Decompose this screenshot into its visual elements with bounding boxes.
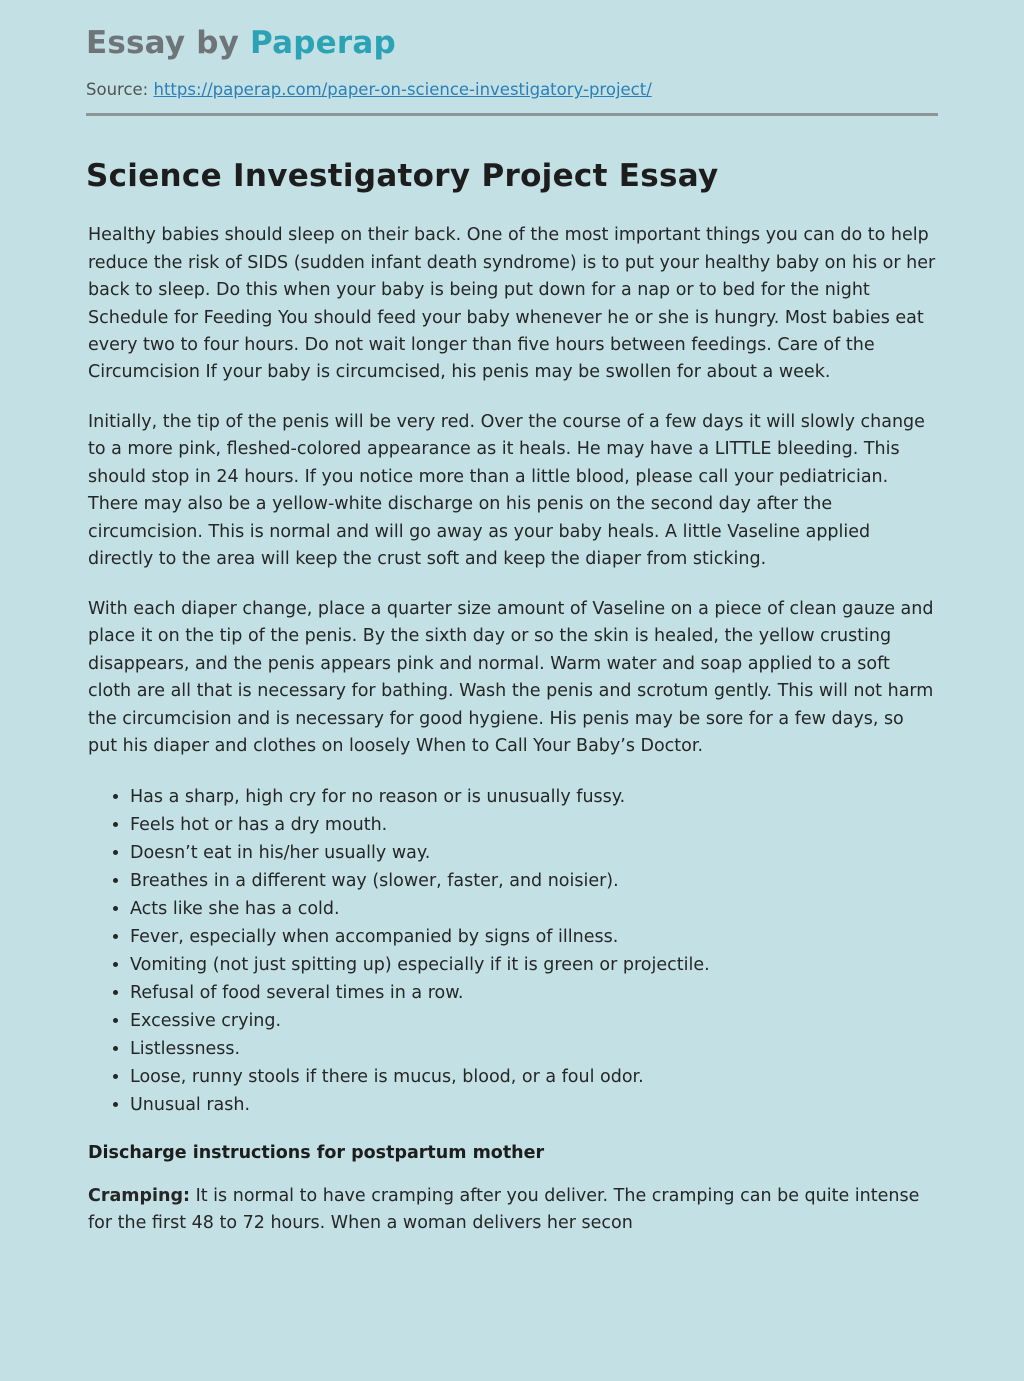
list-item: • Refusal of food several times in a row.: [130, 979, 938, 1007]
list-item: • Listlessness.: [130, 1035, 938, 1063]
header-divider: [86, 113, 938, 116]
paragraph-2: Initially, the tip of the penis will be very red. Over the course of a few days it will slowly change to a more pink, fleshed-colored appearance as it heals. He may have a LITTLE bleeding. This should stop in 24 hours. If you notice more than a little blood, please call your pediatrician. There may also be a yellow-white discharge on his penis on the second day after the circumcision. This is normal and will go away as your baby heals. A little Vaseline applied directly to the area will keep the crust soft and keep the diaper from sticking.: [88, 411, 925, 570]
brand-prefix: Essay by: [86, 25, 240, 61]
list-item: • Feels hot or has a dry mouth.: [130, 811, 938, 839]
list-item: • Fever, especially when accompanied by signs of illness.: [130, 923, 938, 951]
article-body: [86, 222, 938, 1237]
source-line: [86, 80, 938, 113]
list-item: • Doesn’t eat in his/her usually way.: [130, 839, 938, 867]
source-label: Source:: [86, 80, 149, 100]
page-title: Science Investigatory Project Essay: [86, 158, 719, 195]
site-brand: [86, 26, 938, 60]
paragraph-1: Healthy babies should sleep on their back. One of the most important things you can do to help reduce the risk of SIDS (sudden infant death syndrome) is to put your healthy baby on his or her back to sleep. Do this when your baby is being put down for a nap or to bed for the night Schedule for Feeding You should feed your baby whenever he or she is hungry. Most babies eat every two to four hours. Do not wait longer than five hours between feedings. Care of the Circumcision If your baby is circumcised, his penis may be swollen for about a week.: [88, 225, 936, 383]
list-item: • Excessive crying.: [130, 1007, 938, 1035]
section-subheading: Discharge instructions for postpartum mother: [88, 1142, 545, 1163]
list-item: • Has a sharp, high cry for no reason or is unusually fussy.: [130, 783, 938, 811]
list-item: • Unusual rash.: [130, 1091, 938, 1119]
list-item: • Vomiting (not just spitting up) especially if it is green or projectile.: [130, 951, 938, 979]
list-item: • Breathes in a different way (slower, faster, and noisier).: [130, 867, 938, 895]
symptom-list: [88, 783, 938, 1119]
list-item: • Loose, runny stools if there is mucus, blood, or a foul odor.: [130, 1063, 938, 1091]
list-item: • Acts like she has a cold.: [130, 895, 938, 923]
cramping-text: It is normal to have cramping after you deliver. The cramping can be quite intense for the first 48 to 72 hours. When a woman delivers her secon: [88, 1185, 920, 1233]
source-link[interactable]: https://paperap.com/paper-on-science-investigatory-project/: [153, 80, 652, 100]
paragraph-3: With each diaper change, place a quarter size amount of Vaseline on a piece of clean gauze and place it on the tip of the penis. By the sixth day or so the skin is healed, the yellow crusting disappears, and the penis appears pink and normal. Warm water and soap applied to a soft cloth are all that is necessary for bathing. Wash the penis and scrotum gently. This will not harm the circumcision and is necessary for good hygiene. His penis may be sore for a few days, so put his diaper and clothes on loosely When to Call Your Baby’s Doctor.: [88, 598, 934, 757]
cramping-label: Cramping:: [88, 1185, 191, 1206]
paragraph-cramping: [88, 1183, 938, 1238]
brand-name: Paperap: [250, 25, 396, 61]
